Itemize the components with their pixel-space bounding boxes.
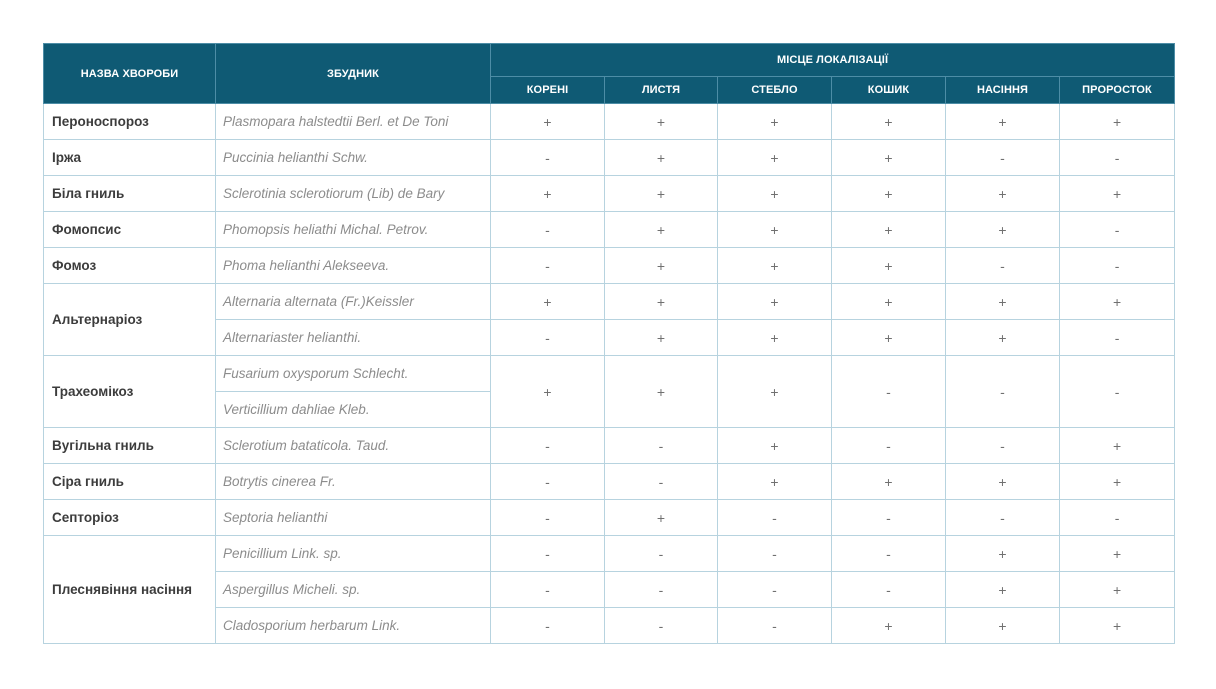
presence-mark: -: [946, 140, 1060, 176]
header-part-seeds: НАСІННЯ: [946, 77, 1060, 104]
presence-mark: +: [491, 176, 605, 212]
presence-mark: -: [946, 428, 1060, 464]
presence-mark: +: [605, 320, 718, 356]
table-row: [44, 176, 1175, 212]
presence-mark: -: [946, 500, 1060, 536]
pathogen-name: Cladosporium herbarum Link.: [216, 608, 491, 644]
pathogen-name: Sclerotium bataticola. Taud.: [216, 428, 491, 464]
presence-mark: +: [1060, 176, 1175, 212]
presence-mark: +: [832, 464, 946, 500]
presence-mark: -: [491, 572, 605, 608]
header-part-leaves: ЛИСТЯ: [605, 77, 718, 104]
presence-mark: +: [605, 140, 718, 176]
header-part-stem: СТЕБЛО: [718, 77, 832, 104]
presence-mark: -: [718, 536, 832, 572]
header-part-sprout: ПРОРОСТОК: [1060, 77, 1175, 104]
disease-name: Септоріоз: [44, 500, 216, 536]
pathogen-name: Alternariaster helianthi.: [216, 320, 491, 356]
table-row: [44, 212, 1175, 248]
pathogen-name: Phoma helianthi Alekseeva.: [216, 248, 491, 284]
presence-mark: +: [946, 176, 1060, 212]
presence-mark: -: [718, 500, 832, 536]
presence-mark: +: [946, 212, 1060, 248]
disease-name: Вугільна гниль: [44, 428, 216, 464]
presence-mark: +: [718, 140, 832, 176]
presence-mark: -: [946, 356, 1060, 428]
disease-name: Альтернаріоз: [44, 284, 216, 356]
header-part-head: КОШИК: [832, 77, 946, 104]
pathogen-name: Penicillium Link. sp.: [216, 536, 491, 572]
pathogen-name: Septoria helianthi: [216, 500, 491, 536]
presence-mark: +: [832, 212, 946, 248]
presence-mark: +: [605, 248, 718, 284]
presence-mark: -: [491, 500, 605, 536]
presence-mark: +: [832, 608, 946, 644]
presence-mark: -: [491, 608, 605, 644]
presence-mark: +: [718, 212, 832, 248]
presence-mark: +: [1060, 572, 1175, 608]
presence-mark: +: [605, 176, 718, 212]
presence-mark: -: [1060, 320, 1175, 356]
presence-mark: -: [605, 572, 718, 608]
presence-mark: +: [605, 500, 718, 536]
presence-mark: +: [718, 464, 832, 500]
presence-mark: +: [832, 104, 946, 140]
pathogen-name: Puccinia helianthi Schw.: [216, 140, 491, 176]
presence-mark: -: [1060, 140, 1175, 176]
presence-mark: -: [946, 248, 1060, 284]
disease-name: Іржа: [44, 140, 216, 176]
disease-table: [43, 43, 1175, 644]
presence-mark: -: [491, 212, 605, 248]
table-row: [44, 284, 1175, 320]
presence-mark: +: [1060, 608, 1175, 644]
presence-mark: +: [718, 356, 832, 428]
pathogen-name: Plasmopara halstedtii Berl. et De Toni: [216, 104, 491, 140]
presence-mark: +: [718, 428, 832, 464]
pathogen-name: Phomopsis heliathi Michal. Petrov.: [216, 212, 491, 248]
presence-mark: +: [1060, 464, 1175, 500]
presence-mark: +: [946, 104, 1060, 140]
header-location: МІСЦЕ ЛОКАЛІЗАЦІЇ: [491, 44, 1175, 77]
presence-mark: +: [946, 608, 1060, 644]
table-body: [44, 104, 1175, 644]
presence-mark: +: [718, 248, 832, 284]
presence-mark: -: [718, 572, 832, 608]
presence-mark: +: [946, 536, 1060, 572]
disease-name: Фомопсис: [44, 212, 216, 248]
header-pathogen: ЗБУДНИК: [216, 44, 491, 104]
presence-mark: +: [718, 176, 832, 212]
presence-mark: -: [491, 536, 605, 572]
presence-mark: -: [605, 608, 718, 644]
pathogen-name: Alternaria alternata (Fr.)Keissler: [216, 284, 491, 320]
presence-mark: +: [832, 176, 946, 212]
presence-mark: +: [718, 284, 832, 320]
presence-mark: +: [605, 284, 718, 320]
table-row: [44, 536, 1175, 572]
table-row: [44, 464, 1175, 500]
presence-mark: -: [832, 428, 946, 464]
presence-mark: +: [946, 320, 1060, 356]
presence-mark: -: [605, 464, 718, 500]
presence-mark: -: [491, 320, 605, 356]
presence-mark: -: [1060, 356, 1175, 428]
presence-mark: +: [1060, 428, 1175, 464]
presence-mark: -: [605, 428, 718, 464]
presence-mark: -: [832, 536, 946, 572]
presence-mark: -: [1060, 248, 1175, 284]
presence-mark: -: [718, 608, 832, 644]
disease-name: Сіра гниль: [44, 464, 216, 500]
disease-name: Фомоз: [44, 248, 216, 284]
presence-mark: -: [1060, 212, 1175, 248]
presence-mark: +: [491, 284, 605, 320]
presence-mark: +: [605, 356, 718, 428]
presence-mark: +: [718, 104, 832, 140]
presence-mark: -: [605, 536, 718, 572]
table-row: [44, 500, 1175, 536]
presence-mark: +: [1060, 536, 1175, 572]
presence-mark: -: [491, 428, 605, 464]
presence-mark: +: [718, 320, 832, 356]
presence-mark: -: [491, 464, 605, 500]
header-part-roots: КОРЕНІ: [491, 77, 605, 104]
table-row: [44, 356, 1175, 392]
pathogen-name: Aspergillus Micheli. sp.: [216, 572, 491, 608]
pathogen-name: Sclerotinia sclerotiorum (Lib) de Bary: [216, 176, 491, 212]
presence-mark: +: [946, 464, 1060, 500]
presence-mark: +: [491, 356, 605, 428]
presence-mark: -: [832, 356, 946, 428]
presence-mark: -: [832, 500, 946, 536]
pathogen-name: Botrytis cinerea Fr.: [216, 464, 491, 500]
presence-mark: -: [491, 248, 605, 284]
presence-mark: +: [605, 212, 718, 248]
table-row: [44, 104, 1175, 140]
presence-mark: +: [832, 248, 946, 284]
disease-name: Пероноспороз: [44, 104, 216, 140]
presence-mark: +: [832, 140, 946, 176]
disease-name: Біла гниль: [44, 176, 216, 212]
presence-mark: -: [832, 572, 946, 608]
pathogen-name: Fusarium oxysporum Schlecht.: [216, 356, 491, 392]
presence-mark: +: [1060, 104, 1175, 140]
disease-name: Плеснявіння насіння: [44, 536, 216, 644]
presence-mark: +: [491, 104, 605, 140]
disease-name: Трахеомікоз: [44, 356, 216, 428]
presence-mark: +: [832, 284, 946, 320]
table-row: [44, 140, 1175, 176]
presence-mark: +: [946, 572, 1060, 608]
presence-mark: -: [1060, 500, 1175, 536]
table-row: [44, 248, 1175, 284]
presence-mark: +: [1060, 284, 1175, 320]
pathogen-name: Verticillium dahliae Kleb.: [216, 392, 491, 428]
table-row: [44, 428, 1175, 464]
presence-mark: +: [605, 104, 718, 140]
header-disease: НАЗВА ХВОРОБИ: [44, 44, 216, 104]
presence-mark: +: [946, 284, 1060, 320]
presence-mark: -: [491, 140, 605, 176]
presence-mark: +: [832, 320, 946, 356]
